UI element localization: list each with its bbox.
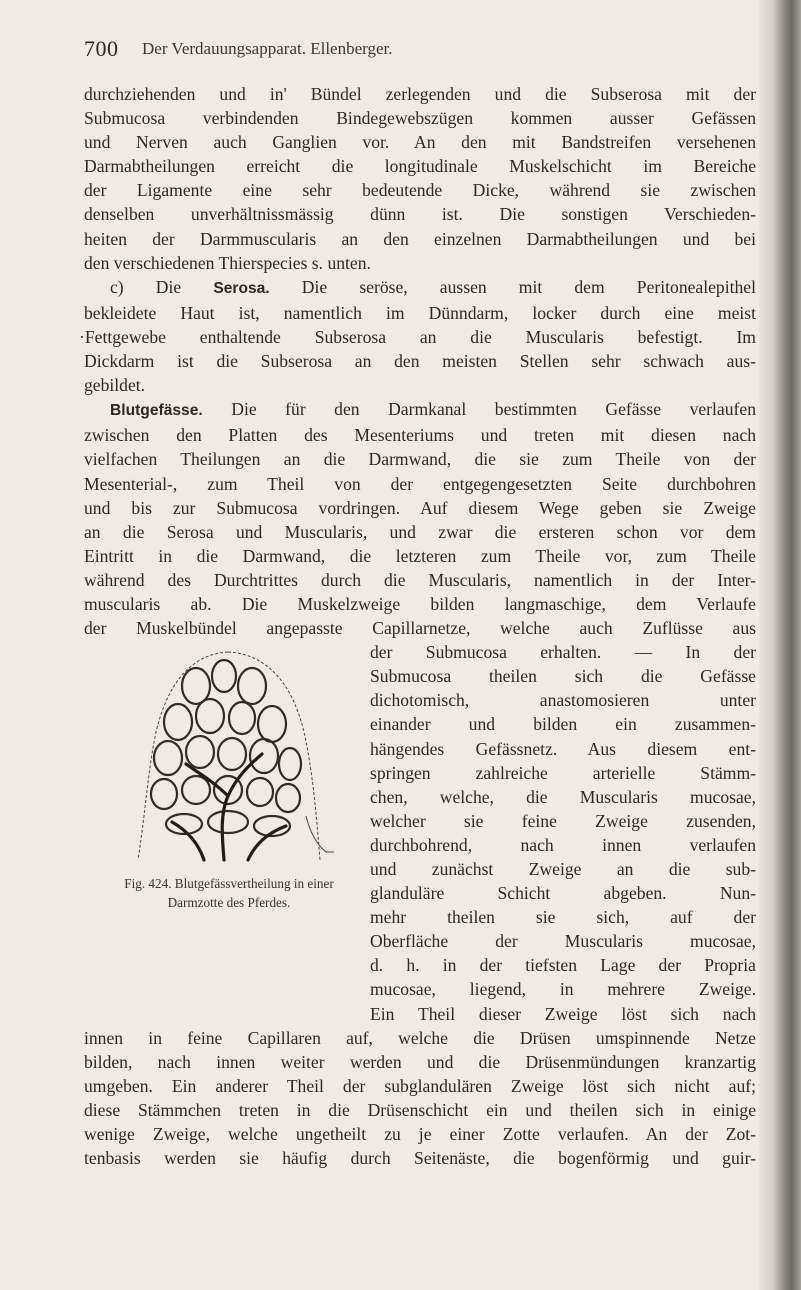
text-line: chen, welche, die Muscularis mucosae,: [370, 786, 756, 807]
text-line: der Submucosa erhalten. — In der: [370, 642, 756, 663]
text-line: muscularis ab. Die Muskelzweige bilden langmaschige, dem Verlaufe: [84, 593, 756, 614]
text-line: ·Fettgewebe enthaltende Subserosa an die Muscularis befestigt. Im: [79, 326, 756, 347]
text-line: tenbasis werden sie häufig durch Seitenäste, die bogenförmig und guir-: [84, 1148, 756, 1169]
text-line: umgeben. Ein anderer Theil der subglandulären Zweige löst sich nicht auf;: [84, 1075, 756, 1096]
text-line: glanduläre Schicht abgeben. Nun-: [370, 883, 756, 904]
text-line: und zunächst Zweige an die sub-: [370, 859, 756, 879]
text-line: Dickdarm ist die Subserosa an den meisten Stellen sehr schwach aus-: [84, 351, 756, 372]
text-line: Ein Theil dieser Zweige löst sich nach: [370, 1003, 756, 1024]
text-line: dichotomisch, anastomosieren unter: [370, 690, 756, 711]
page-number: 700: [84, 36, 119, 61]
text-line: springen zahlreiche arterielle Stämm-: [370, 762, 756, 783]
blutgefaesse-first-line: [84, 397, 756, 423]
blutgefaesse-heading: Blutgefässe.: [110, 402, 203, 420]
text-line: innen in feine Capillaren auf, welche die Drüsen umspinnende Netze: [84, 1027, 756, 1048]
figure-with-text: [84, 640, 756, 1002]
text-line: Oberfläche der Muscularis mucosae,: [370, 931, 756, 952]
text-line: Eintritt in die Darmwand, die letzteren zum Theile vor, zum Theile: [84, 545, 756, 566]
serosa-heading: Serosa.: [213, 279, 270, 297]
text-line: mehr theilen sie sich, auf der: [370, 907, 756, 928]
text-line: bekleidete Haut ist, namentlich im Dünndarm, locker durch eine meist: [84, 302, 756, 323]
text-line: an die Serosa und Muscularis, und zwar die ersteren schon vor dem: [84, 521, 756, 542]
text-line: diese Stämmchen treten in die Drüsenschicht ein und theilen sich in einige: [84, 1100, 756, 1121]
text-fragment: Die seröse, aussen mit dem Peritonealepithel: [301, 276, 756, 297]
text-line: Submucosa verbindenden Bindegewebszügen kommen ausser Gefässen: [84, 108, 756, 129]
text-line: den verschiedenen Thierspecies s. unten.: [84, 252, 371, 273]
running-head: Der Verdauungsapparat. Ellenberger.: [142, 39, 393, 58]
serosa-first-line: [84, 275, 756, 301]
text-line: der Ligamente eine sehr bedeutende Dicke, während sie zwischen: [84, 180, 756, 201]
text-line: wenige Zweige, welche ungetheilt zu je einer Zotte verlaufen. An der Zot-: [84, 1124, 756, 1145]
text-line: der Muskelbündel angepasste Capillarnetze, welche auch Zuflüsse aus: [84, 618, 756, 639]
text-line: einander und bilden ein zusammen-: [370, 714, 756, 735]
text-line: Submucosa theilen sich die Gefässe: [370, 666, 756, 687]
text-line: welcher sie feine Zweige zusenden,: [370, 810, 756, 831]
text-line: während des Durchtrittes durch die Muscularis, namentlich in der Inter-: [84, 569, 756, 590]
figure-caption: [84, 874, 374, 912]
section-marker: c) Die: [110, 276, 182, 297]
text-fragment: Die für den Darmkanal bestimmten Gefässe verlaufen: [231, 399, 756, 420]
text-line: hängendes Gefässnetz. Aus diesem ent-: [370, 738, 756, 759]
text-line: d. h. in der tiefsten Lage der Propria: [370, 955, 756, 976]
caption-line: Darmzotte des Pferdes.: [167, 895, 291, 911]
text-line: durchziehenden und in' Bündel zerlegenden und die Subserosa mit der: [84, 84, 756, 104]
text-line: Mesenterial-, zum Theil von der entgegengesetzten Seite durchbohren: [84, 473, 756, 494]
figure-424: [84, 640, 374, 929]
book-page-edge: [759, 0, 801, 1290]
villus-vessel-illustration: [124, 646, 334, 872]
text-line: denselben unverhältnissmässig dünn ist. Die sonstigen Verschieden-: [84, 204, 756, 225]
text-line: Darmabtheilungen erreicht die longitudinale Muskelschicht im Bereiche: [84, 156, 756, 177]
text-line: mucosae, liegend, in mehrere Zweige.: [370, 979, 756, 1000]
page-header: [84, 36, 744, 64]
caption-line: Fig. 424. Blutgefässvertheilung in einer: [124, 876, 334, 892]
text-line: und bis zur Submucosa vordringen. Auf diesem Wege geben sie Zweige: [84, 497, 756, 518]
body-text: [79, 82, 756, 1170]
text-line: zwischen den Platten des Mesenteriums und treten mit diesen nach: [84, 425, 756, 446]
text-line: gebildet.: [84, 375, 146, 396]
text-line: bilden, nach innen weiter werden und die Drüsenmündungen kranzartig: [84, 1051, 756, 1072]
text-line: heiten der Darmmuscularis an den einzelnen Darmabtheilungen und bei: [84, 228, 756, 249]
text-beside-figure: [370, 640, 756, 1001]
text-line: durchbohrend, nach innen verlaufen: [370, 834, 756, 855]
text-line: und Nerven auch Ganglien vor. An den mit Bandstreifen versehenen: [84, 132, 756, 153]
text-line: vielfachen Theilungen an die Darmwand, die sie zum Theile von der: [84, 449, 756, 470]
